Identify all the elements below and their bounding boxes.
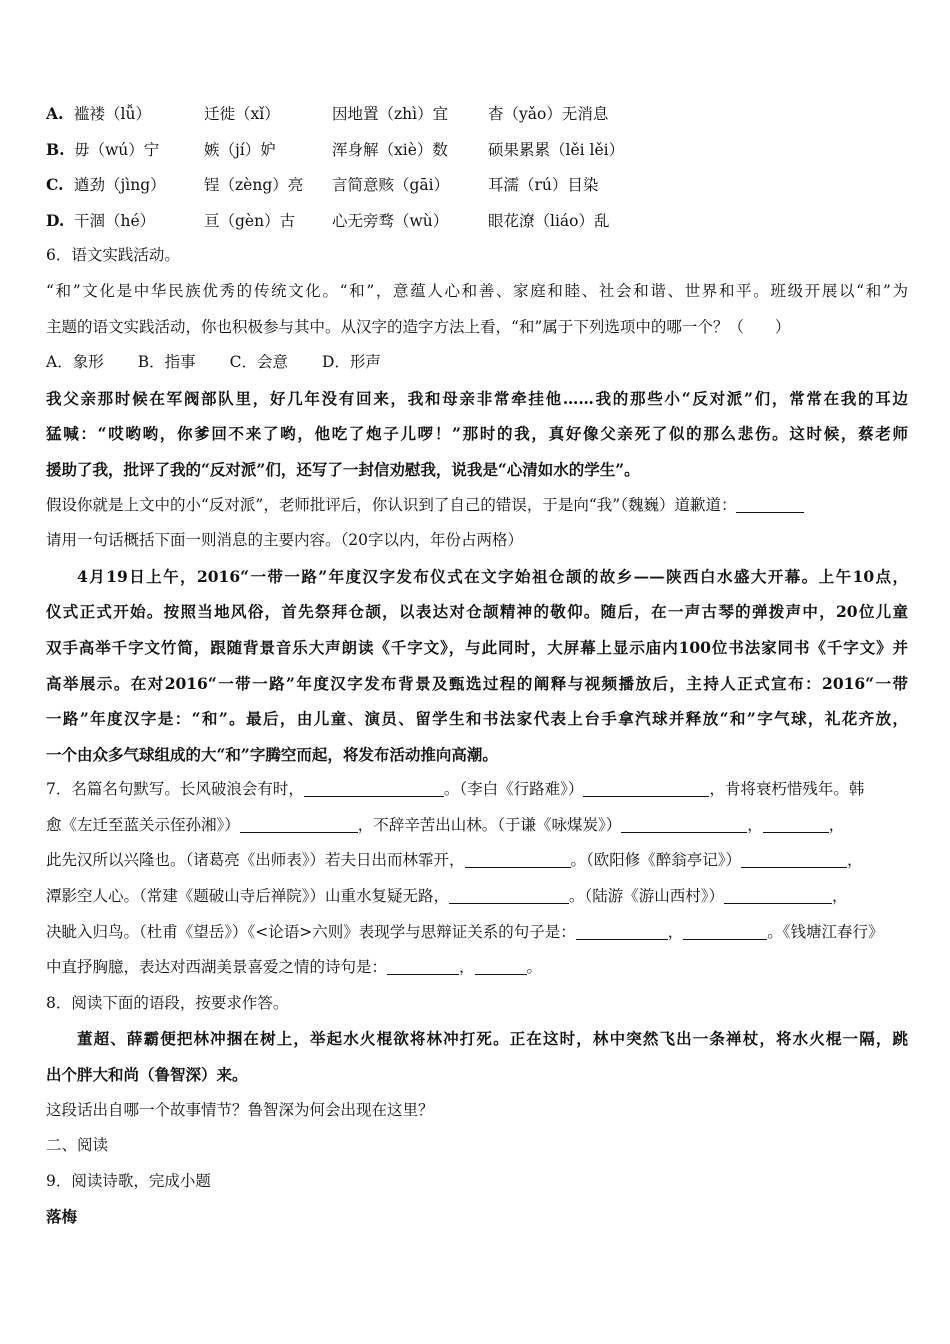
q7-text: ， <box>667 922 684 941</box>
option-b <box>46 132 908 168</box>
q7-text: 愈《左迁至蓝关示侄孙湘》） <box>46 815 240 834</box>
q7-line <box>46 843 908 879</box>
option-a <box>46 96 908 132</box>
q7-text: 。《钱塘江春行》 <box>767 922 884 941</box>
q7-text: 潭影空人心。（常建《题破山寺后禅院》）山重水复疑无路， <box>46 887 450 906</box>
summary-prompt: 请用一句话概括下面一则消息的主要内容。（20字以内，年份占两格） <box>46 531 523 550</box>
news-line: 高举展示。在对2016“一带一路”年度汉字发布背景及甄选过程的阐释与视频播放后，主持人正式宣布：2016“一带 <box>46 673 908 693</box>
news-line: 一路”年度汉字是：“和”。最后，由儿童、演员、留学生和书法家代表上台手拿汽球并释放“和”字气球，礼花齐放， <box>46 709 908 729</box>
option-item: 心无旁骛（wù） <box>332 211 449 230</box>
q6-intro-line: “和”文化是中华民族优秀的传统文化。“和”，意蕴人心和善、家庭和睦、社会和谐、世界和平。班级开展以“和”为 <box>46 281 908 300</box>
option-item: 遒劲（jìng） <box>74 176 166 195</box>
choice: B．指事 <box>137 353 196 372</box>
option-label: D. <box>46 210 65 230</box>
section-heading: 二、阅读 <box>46 1136 109 1155</box>
answer-blank[interactable] <box>465 849 571 868</box>
q7-text: ， <box>828 815 845 834</box>
q7-line <box>46 808 908 844</box>
passage-line: 出个胖大和尚（鲁智深）来。 <box>46 1065 248 1085</box>
option-c <box>46 167 908 203</box>
exam-page <box>46 96 908 1235</box>
answer-blank[interactable] <box>763 814 829 833</box>
option-item: 眼花潦（liáo）乱 <box>488 211 610 230</box>
option-item: 杳（yǎo）无消息 <box>488 105 609 123</box>
answer-blank[interactable] <box>387 956 459 975</box>
q7-text: 中直抒胸臆，表达对西湖美景喜爱之情的诗句是： <box>46 958 388 977</box>
q7-text: 。（李白《行路难》） <box>443 780 584 799</box>
q8-question: 这段话出自哪一个故事情节？鲁智深为何会出现在这里？ <box>46 1100 434 1119</box>
q7-text: 此先汉所以兴隆也。（诸葛亮《出师表》）若夫日出而林霏开， <box>46 851 465 870</box>
option-item: 浑身解（xiè）数 <box>332 140 448 159</box>
poem-title: 落梅 <box>46 1207 78 1227</box>
option-item: 锃（zèng）亮 <box>204 176 304 195</box>
q7-text: 。（欧阳修《醉翁亭记》） <box>570 851 742 870</box>
answer-blank[interactable] <box>583 778 709 797</box>
q9-title: 9．阅读诗歌，完成小题 <box>46 1171 211 1190</box>
answer-blank[interactable] <box>576 921 668 940</box>
option-item: 迁徙（xǐ） <box>204 105 280 123</box>
answer-blank[interactable] <box>736 494 804 513</box>
choice: C．会意 <box>229 353 288 372</box>
option-label: B. <box>46 139 65 159</box>
option-label: A. <box>46 104 64 123</box>
answer-blank[interactable] <box>741 849 847 868</box>
news-line: 双手高举千字文竹简，跟随背景音乐大声朗读《千字文》，与此同时，大屏幕上显示庙内100位书法家同书《千字文》并 <box>46 637 908 657</box>
q7-text: ， <box>747 815 763 834</box>
option-item: 干涸（hé） <box>74 211 156 230</box>
option-item: 嫉（jí）妒 <box>204 140 276 159</box>
q6-intro-line: 主题的语文实践活动，你也积极参与其中。从汉字的造字方法上看，“和”属于下列选项中的哪一个？（ ） <box>46 317 791 336</box>
news-line: 一个由众多气球组成的大“和”字腾空而起，将发布活动推向高潮。 <box>46 744 498 764</box>
q7-text: ， <box>459 958 475 977</box>
option-item: 言简意赅（gāi） <box>332 176 450 195</box>
apology-prompt <box>46 488 908 524</box>
passage-line: 援助了我，批评了我的“反对派”们，还写了一封信劝慰我，说我是“心清如水的学生”。 <box>46 459 640 479</box>
choice: A．象形 <box>46 353 104 372</box>
answer-blank[interactable] <box>621 814 747 833</box>
passage-line: 猛喊：“哎哟哟，你爹回不来了哟，他吃了炮子儿啰！”那时的我，真好像父亲死了似的那么悲伤。这时候，蔡老师 <box>46 424 908 444</box>
q7-line <box>46 950 908 986</box>
option-item: 亘（gèn）古 <box>204 211 296 230</box>
q7-line <box>46 772 908 808</box>
answer-blank[interactable] <box>449 885 569 904</box>
q7-text: ，肯将衰朽惜残年。韩 <box>709 780 865 799</box>
answer-blank[interactable] <box>240 814 358 833</box>
choice: D．形声 <box>321 353 381 372</box>
q7-text: 。 <box>526 958 543 977</box>
passage-line: 董超、薛霸便把林冲捆在树上，举起水火棍欲将林冲打死。正在这时，林中突然飞出一条禅杖，将水火棍一隔，跳 <box>77 1029 908 1049</box>
prompt-text: 假设你就是上文中的小“反对派”，老师批评后，你认识到了自己的错误，于是向“我”（魏巍）道歉道： <box>46 495 737 514</box>
q7-text: 。（陆游《游山西村》） <box>569 887 725 906</box>
news-line: 仪式正式开始。按照当地风俗，首先祭拜仓颉，以表达对仓颉精神的敬仰。随后，在一声古琴的弹拨声中，20位儿童 <box>46 602 908 622</box>
passage-line: 我父亲那时候在军阀部队里，好几年没有回来，我和母亲非常牵挂他……我的那些小“反对派”们，常常在我的耳边 <box>46 388 908 408</box>
q7-text: ， <box>832 887 848 906</box>
q7-line <box>46 915 908 951</box>
q7-line <box>46 879 908 915</box>
answer-blank[interactable] <box>724 885 832 904</box>
option-d <box>46 203 908 239</box>
answer-blank[interactable] <box>475 956 527 975</box>
option-label: C. <box>46 175 64 195</box>
option-item: 硕果累累（lěi lěi） <box>488 140 625 159</box>
news-line: 4月19日上午，2016“一带一路”年度汉字发布仪式在文字始祖仓颉的故乡——陕西白水盛大开幕。上午10点， <box>77 566 908 586</box>
answer-blank[interactable] <box>304 778 444 797</box>
option-item: 因地置（zhì）宜 <box>332 105 449 123</box>
q8-title: 8．阅读下面的语段，按要求作答。 <box>46 993 289 1012</box>
q7-text: ，不辞辛苦出山林。（于谦《咏煤炭》） <box>357 815 622 834</box>
q6-title: 6．语文实践活动。 <box>46 246 180 265</box>
option-item: 褴褛（lǚ） <box>74 105 151 123</box>
answer-blank[interactable] <box>683 921 767 940</box>
option-item: 耳濡（rú）目染 <box>488 176 599 195</box>
q7-text: ， <box>847 851 863 870</box>
q6-choices <box>46 345 908 381</box>
q7-text: 决眦入归鸟。（杜甫《望岳》）《<论语>六则》表现学与思辩证关系的句子是： <box>46 922 576 941</box>
q7-text: 7．名篇名句默写。长风破浪会有时， <box>46 780 304 799</box>
option-item: 毋（wú）宁 <box>74 140 160 159</box>
